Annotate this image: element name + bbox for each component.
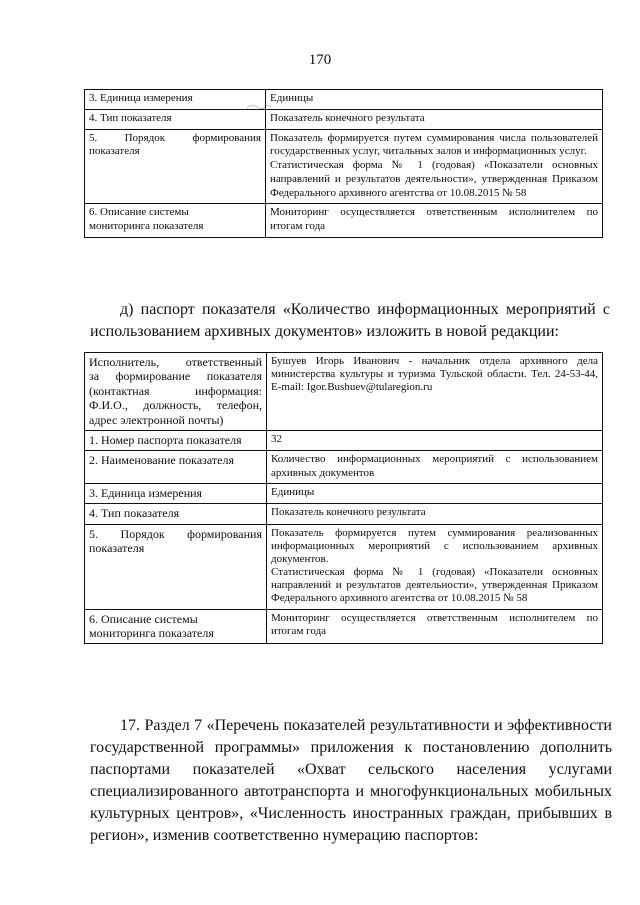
row-label: 3. Единица измерения <box>85 483 267 503</box>
row-label: 4. Тип показателя <box>85 504 267 524</box>
table-row <box>85 353 603 431</box>
table-row <box>85 524 603 609</box>
row-value: Мониторинг осуществляется ответственным исполнителем по итогам года <box>266 204 603 238</box>
row-label: Исполнитель, ответственный за формирование показателя (контактная информация: Ф.И.О., должность, телефон, адрес электронной почты) <box>85 353 267 431</box>
row-label: 5. Порядок формирования показателя <box>85 129 266 204</box>
row-label: 4. Тип показателя <box>85 109 266 129</box>
passport-table-continued <box>84 89 603 238</box>
table-row <box>85 483 603 503</box>
table-row <box>85 430 603 450</box>
row-label: 5. Порядок формирования показателя <box>85 524 267 609</box>
table-row <box>85 90 603 110</box>
row-value: Единицы <box>266 90 603 110</box>
table-row <box>85 451 603 483</box>
passport-table-32 <box>84 352 603 644</box>
row-value: Бушуев Игорь Иванович - начальник отдела архивного дела министерства культуры и туризма Тульской области. Тел. 24-53-44, E-mail: Igor.Bushuev@tularegion.ru <box>267 353 603 431</box>
page-number: 170 <box>308 52 332 68</box>
paragraph-d: д) паспорт показателя «Количество информационных мероприятий с использованием архивных документов» изложить в новой редакции: <box>90 301 610 340</box>
paragraph-17: 17. Раздел 7 «Перечень показателей результативности и эффективности государственной программы» приложения к постановлению дополнить паспортами показателей «Охват сельского населения услугами специализированного автотранспорта и многофункциональных мобильных культурных центров», «Численность иностранных граждан, прибывших в регион», изменив соответственно нумерацию паспортов: <box>90 717 612 844</box>
table-row <box>85 504 603 524</box>
row-value: Показатель конечного результата <box>266 109 603 129</box>
table-row <box>85 109 603 129</box>
row-label: 3. Единица измерения <box>85 90 266 110</box>
row-value: 32 <box>267 430 603 450</box>
row-label: 6. Описание системы мониторинга показателя <box>85 609 267 644</box>
row-value: Показатель конечного результата <box>267 504 603 524</box>
row-value: Показатель формируется путем суммирования числа пользователей государственных услуг, читальных залов и информационных услуг. Статистическая форма № 1 (годовая) «Показатели основных направлений и результатов деятельности», утвержденная Приказом Федерального архивного агентства от 10.08.2015 № 58 <box>266 129 603 204</box>
table-row <box>85 204 603 238</box>
table-row <box>85 609 603 644</box>
row-value: Показатель формируется путем суммирования реализованных информационных мероприятий с использованием архивных документов. Статистическая форма № 1 (годовая) «Показатели основных направлений и результатов деятельности», утвержденная Приказом Федерального архивного агентства от 10.08.2015 № 58 <box>267 524 603 609</box>
table-row <box>85 129 603 204</box>
row-value: Единицы <box>267 483 603 503</box>
row-label: 2. Наименование показателя <box>85 451 267 483</box>
row-label: 1. Номер паспорта показателя <box>85 430 267 450</box>
row-label: 6. Описание системы мониторинга показателя <box>85 204 266 238</box>
row-value: Количество информационных мероприятий с использованием архивных документов <box>267 451 603 483</box>
row-value: Мониторинг осуществляется ответственным исполнителем по итогам года <box>267 609 603 644</box>
